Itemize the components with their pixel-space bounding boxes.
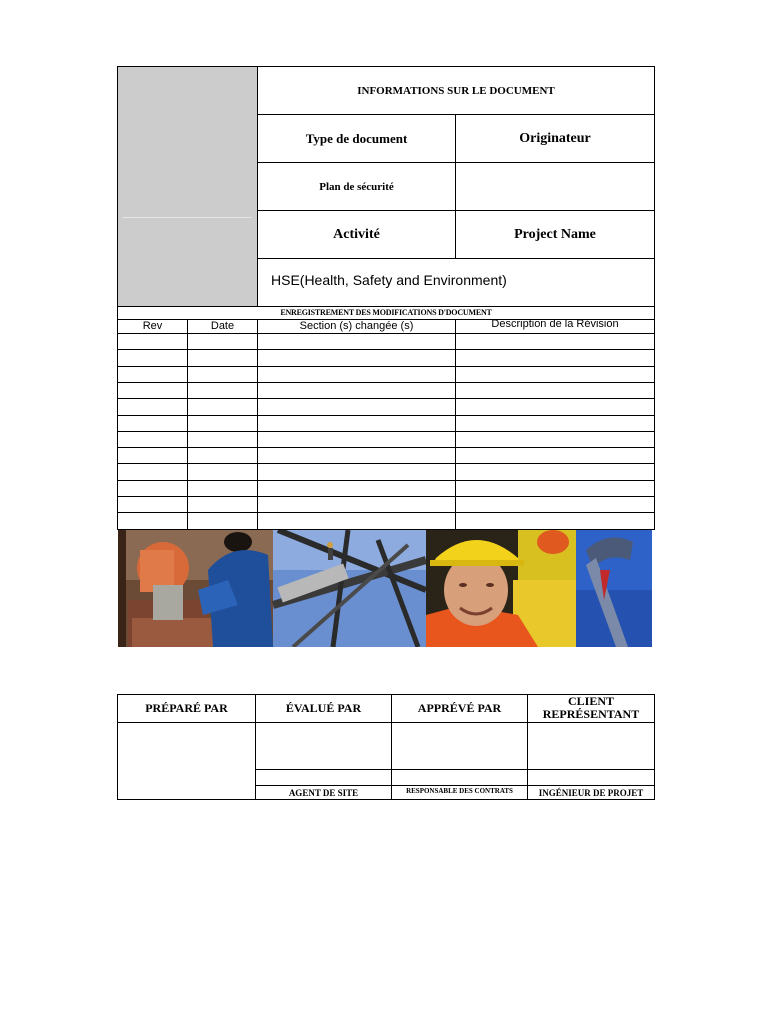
contracts-manager-role: RESPONSABLE DES CONTRATS	[406, 786, 513, 795]
hard-hat-worker-photo	[426, 530, 576, 647]
project-name-label: Project Name	[514, 226, 596, 242]
column-header-rev: Rev	[142, 320, 163, 332]
info-header: INFORMATIONS SUR LE DOCUMENT	[357, 84, 555, 97]
table-row	[118, 480, 654, 481]
table-row	[118, 366, 654, 367]
evaluated-by-header: ÉVALUÉ PAR	[285, 701, 362, 715]
table-header-divider	[118, 333, 654, 334]
originator-value	[456, 163, 654, 210]
document-type-label: Type de document	[305, 130, 408, 146]
activity-value: HSE(Health, Safety and Environment)	[271, 272, 507, 288]
column-header-section: Section (s) changée (s)	[299, 320, 414, 332]
revision-table-title: ENREGISTREMENT DES MODIFICATIONS D'DOCUMENT	[280, 308, 492, 317]
activity-label: Activité	[333, 226, 380, 242]
approved-by-header: APPRÉVÉ PAR	[417, 701, 502, 715]
table-row	[118, 431, 654, 432]
table-row	[118, 382, 654, 383]
saw-worker-photo	[118, 530, 273, 647]
site-agent-role: AGENT DE SITE	[288, 787, 359, 798]
table-row	[118, 496, 654, 497]
photo-strip	[118, 530, 652, 647]
steel-beams-photo	[273, 530, 426, 647]
table-row	[118, 398, 654, 399]
originator-label: Originateur	[519, 130, 591, 146]
table-row	[118, 463, 654, 464]
table-row	[118, 512, 654, 513]
document-type-value: Plan de sécurité	[319, 180, 394, 193]
column-header-description: Description de la Révision	[491, 318, 619, 330]
table-column-divider	[257, 319, 258, 530]
column-header-date: Date	[210, 320, 235, 332]
table-column-divider	[455, 319, 456, 530]
project-engineer-role: INGÉNIEUR DE PROJET	[538, 787, 644, 798]
table-row	[118, 447, 654, 448]
prepared-by-header: PRÉPARÉ PAR	[145, 701, 228, 715]
table-row	[118, 349, 654, 350]
table-column-divider	[187, 319, 188, 530]
table-row	[118, 415, 654, 416]
client-representative-header: CLIENT REPRÉSENTANT	[542, 694, 640, 721]
hammer-photo	[576, 530, 652, 647]
